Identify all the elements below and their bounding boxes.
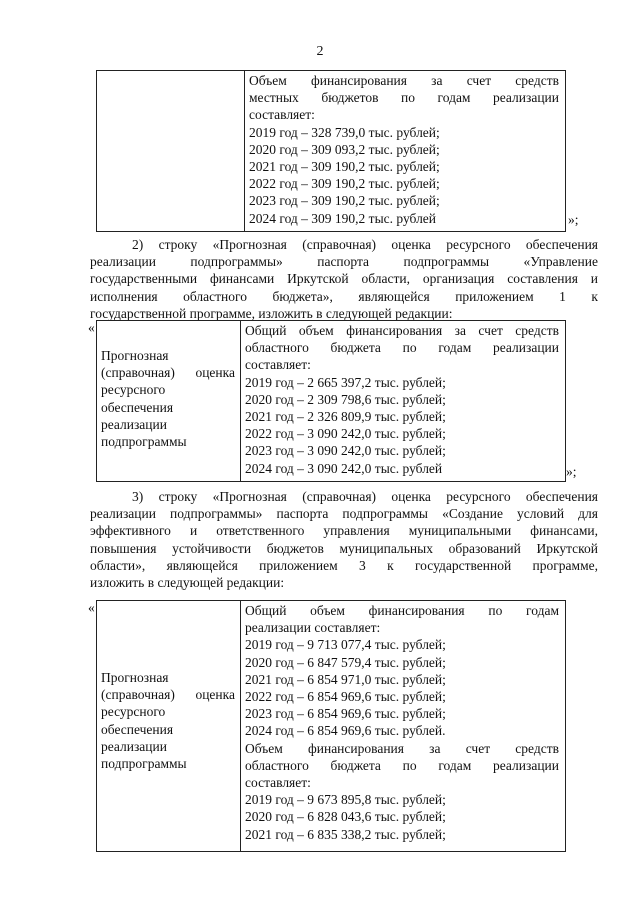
table-line: подпрограммы — [101, 434, 187, 450]
table-line: составляет: — [245, 357, 311, 373]
table-line: составляет: — [249, 107, 315, 123]
paragraph-line: государственными финансами Иркутской области, организация составления и — [90, 271, 598, 287]
table-line: 2019 год – 328 739,0 тыс. рублей; — [249, 124, 440, 140]
table-line: областного бюджета по годам реализации — [245, 757, 559, 773]
table-line: Общий объем финансирования за счет средств — [245, 323, 559, 338]
table-line: 2020 год – 6 828 043,6 тыс. рублей; — [245, 809, 446, 825]
opening-quote: « — [88, 320, 95, 335]
table-line: 2019 год – 2 665 397,2 тыс. рублей; — [245, 374, 446, 390]
table-right-cell — [245, 71, 565, 231]
table-line: 2023 год – 6 854 969,6 тыс. рублей; — [245, 706, 446, 722]
table-line: 2024 год – 3 090 242,0 тыс. рублей — [245, 460, 443, 476]
paragraph-2 — [90, 236, 598, 322]
table-line: 2019 год – 9 673 895,8 тыс. рублей; — [245, 792, 446, 808]
table-line: местных бюджетов по годам реализации — [249, 90, 559, 106]
table-line: 2019 год – 9 713 077,4 тыс. рублей; — [245, 637, 446, 653]
paragraph-line: 2) строку «Прогнозная (справочная) оценка ресурсного обеспечения — [132, 237, 598, 252]
paragraph-line: повышения устойчивости бюджетов муниципальных образований Иркутской — [90, 540, 598, 556]
table-left-cell — [97, 321, 241, 481]
table-line: 2023 год – 309 190,2 тыс. рублей; — [249, 193, 440, 209]
paragraph-line: области», являющейся приложением 3 к государственной программе, — [90, 557, 598, 573]
table-line: 2021 год – 309 190,2 тыс. рублей; — [249, 159, 440, 175]
funding-table-continued — [96, 70, 566, 232]
table-left-cell — [97, 601, 241, 851]
table-line: Прогнозная — [101, 348, 169, 363]
page-number: 2 — [316, 44, 324, 59]
table-line: 2024 год – 309 190,2 тыс. рублей — [249, 210, 437, 226]
table-line: ресурсного — [101, 704, 166, 720]
table-right-cell — [241, 601, 565, 851]
table-line: 2024 год – 6 854 969,6 тыс. рублей. — [245, 723, 446, 739]
forecast-table-2 — [96, 600, 566, 852]
table-line: Объем финансирования за счет средств — [245, 740, 559, 756]
paragraph-line: исполнения областного бюджета», являющейся приложением 1 к — [90, 288, 598, 304]
table-line: 2022 год – 6 854 969,6 тыс. рублей; — [245, 689, 446, 705]
table-line: 2020 год – 6 847 579,4 тыс. рублей; — [245, 654, 446, 670]
paragraph-line: реализации подпрограммы» паспорта подпрограммы «Создание условий для — [90, 506, 598, 522]
table-line: Прогнозная — [101, 670, 169, 685]
table-line: ресурсного — [101, 382, 166, 398]
table-line: 2021 год – 6 835 338,2 тыс. рублей; — [245, 826, 446, 842]
paragraph-line: 3) строку «Прогнозная (справочная) оценка ресурсного обеспечения — [132, 489, 598, 504]
table-line: реализации — [101, 738, 167, 754]
table-line: 2022 год – 3 090 242,0 тыс. рублей; — [245, 426, 446, 442]
paragraph-line: государственной программе, изложить в следующей редакции: — [90, 305, 453, 321]
table-line: 2021 год – 6 854 971,0 тыс. рублей; — [245, 671, 446, 687]
closing-quote: »; — [568, 212, 579, 227]
paragraph-line: реализации подпрограммы» паспорта подпрограммы «Управление — [90, 254, 598, 270]
paragraph-line: эффективного и ответственного управления муниципальными финансами, — [90, 523, 598, 539]
table-line: обеспечения — [101, 721, 174, 737]
table-line: 2022 год – 309 190,2 тыс. рублей; — [249, 176, 440, 192]
table-right-cell — [241, 321, 565, 481]
table-line: реализации — [101, 416, 167, 432]
table-line: 2021 год – 2 326 809,9 тыс. рублей; — [245, 409, 446, 425]
paragraph-3 — [90, 488, 598, 591]
table-line: (справочная) оценка — [101, 365, 235, 381]
table-line: (справочная) оценка — [101, 687, 235, 703]
table-line: областного бюджета по годам реализации — [245, 340, 559, 356]
opening-quote: « — [88, 600, 95, 615]
table-line: Объем финансирования за счет средств — [249, 73, 559, 88]
table-line: обеспечения — [101, 399, 174, 415]
table-line: составляет: — [245, 775, 311, 791]
table-line: 2023 год – 3 090 242,0 тыс. рублей; — [245, 443, 446, 459]
forecast-table-1 — [96, 320, 566, 482]
table-line: подпрограммы — [101, 756, 187, 772]
table-left-cell — [97, 71, 245, 231]
table-line: реализации составляет: — [245, 620, 381, 636]
paragraph-line: изложить в следующей редакции: — [90, 575, 285, 591]
table-line: 2020 год – 2 309 798,6 тыс. рублей; — [245, 391, 446, 407]
table-line: Общий объем финансирования по годам — [245, 603, 559, 618]
table-line: 2020 год – 309 093,2 тыс. рублей; — [249, 141, 440, 157]
closing-quote: »; — [566, 464, 577, 479]
